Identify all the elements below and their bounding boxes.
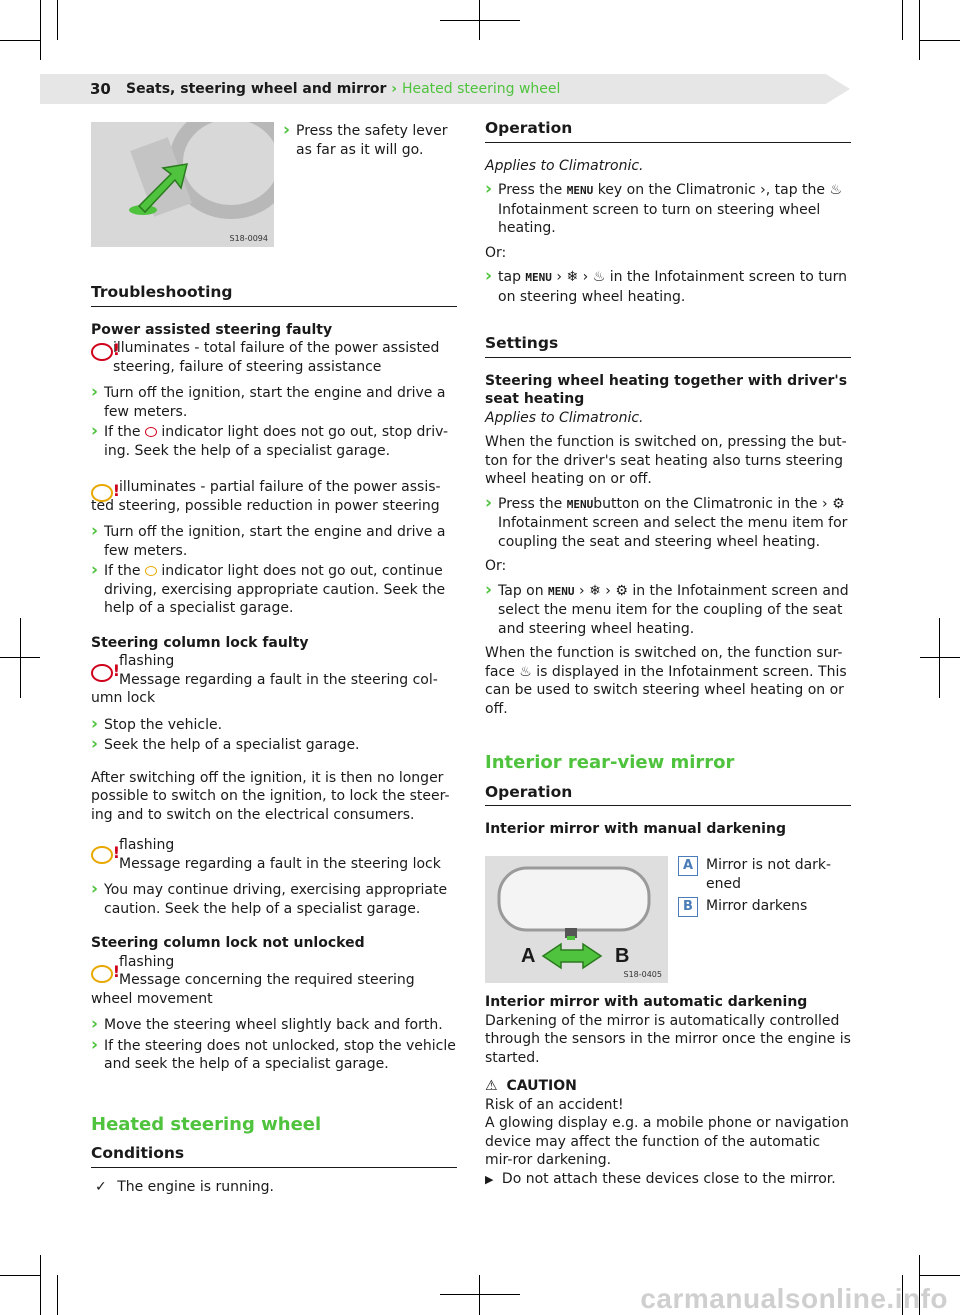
step: › Move the steering wheel slightly back and forth. (91, 1016, 457, 1035)
watermark: carmanualsonline.info (640, 1283, 948, 1314)
section-heading-operation: Operation (485, 119, 851, 143)
legend-text: Mirror darkens (706, 898, 808, 914)
step: › Press the safety lever as far as it will go. (283, 122, 453, 159)
subheading-power-fault: Power assisted steering faulty (91, 321, 333, 338)
heated-wheel-icon: ♨ (592, 269, 606, 285)
section-heading-troubleshooting: Troubleshooting (91, 283, 457, 307)
subheading-auto: Interior mirror with automatic darkening (485, 994, 808, 1010)
step-text: Tap on (498, 582, 544, 599)
crop-mark (479, 0, 480, 40)
chevron-right-icon: › (556, 269, 562, 285)
crop-mark (20, 618, 21, 698)
steering-warning-yellow-icon (91, 965, 113, 983)
paragraph: After switching off the ignition, it is then no longer possible to switch on the ignition, to lock the steer-ing and to switch on the electrical consumers. (91, 769, 450, 823)
triangle-bullet-icon: ▶ (485, 1172, 494, 1186)
figure-code: S18-0405 (623, 970, 662, 979)
step (91, 423, 457, 460)
figure-caption (283, 122, 453, 159)
crop-mark (919, 0, 920, 60)
warning-row (91, 953, 457, 1009)
step-text: key on the Climatronic ›, tap the (597, 182, 826, 198)
warning-text: illuminates - partial failure of the power assis-ted steering, possible reduction in power steering (91, 479, 441, 514)
crop-mark (902, 0, 903, 40)
subheading-unlock: Steering column lock not unlocked (91, 935, 365, 951)
fan-icon: ❄ (589, 582, 601, 599)
step-text: tap (498, 269, 521, 285)
crop-mark (920, 40, 960, 41)
caution-label: CAUTION (506, 1078, 577, 1094)
paragraph-text: When the function is switched on, the function sur-face (485, 645, 843, 680)
condition-row (91, 1178, 457, 1197)
caution-item (485, 1170, 851, 1190)
step: › Turn off the ignition, start the engine and drive a few meters. (91, 384, 457, 421)
paragraph (485, 644, 851, 718)
crop-mark (40, 0, 41, 60)
subheading-coupling: Steering wheel heating together with driver's seat heating (485, 372, 848, 407)
step-text: in the Infotainment screen to turn on steering wheel heating. (498, 269, 847, 305)
warning-text: illuminates - total failure of the power assisted steering, failure of steering assistance (113, 340, 440, 375)
breadcrumb-current[interactable]: Heated steering wheel (401, 81, 561, 97)
chevron-right-icon: › (579, 582, 585, 599)
caution-heading (485, 1077, 851, 1096)
condition-text: The engine is running. (117, 1178, 274, 1195)
crop-mark (57, 0, 58, 40)
step-text: button on the Climatronic in the › (593, 495, 828, 512)
warning-row (91, 652, 457, 708)
step: › Turn off the ignition, start the engine and drive a few meters. (91, 523, 457, 560)
breadcrumb-section: Seats, steering wheel and mirror (126, 81, 387, 97)
warning-triangle-icon: ⚠ (485, 1078, 498, 1094)
page-number: 30 (90, 80, 111, 98)
caution-block (485, 1077, 851, 1189)
steering-warning-yellow-icon (145, 566, 157, 576)
steering-warning-red-icon (91, 343, 113, 361)
step-text: Press the (498, 495, 563, 512)
warning-flash: flashing (119, 653, 175, 669)
legend-item-a (678, 856, 848, 893)
crop-mark (0, 40, 40, 41)
crop-mark (939, 618, 940, 698)
crop-mark (920, 657, 960, 658)
chevron-right-icon: › (582, 269, 589, 285)
paragraph: When the function is switched on, pressing the but-ton for the driver's seat heating also turns steering wheel heating on or off. (485, 434, 847, 487)
figure-mirror (485, 856, 668, 983)
step-text: in the Infotainment screen and select the menu item for the coupling of the seat and steering wheel heating. (498, 582, 849, 637)
label-b-badge: B (678, 897, 698, 917)
check-icon: ✓ (95, 1178, 107, 1195)
subheading-lock-fault: Steering column lock faulty (91, 634, 309, 651)
label-a-badge: A (678, 856, 698, 876)
caution-text: Do not attach these devices close to the mirror. (501, 1170, 836, 1187)
breadcrumb-separator: › (391, 81, 398, 97)
step (91, 562, 457, 618)
svg-text:B: B (615, 945, 630, 967)
step-text: If the (104, 424, 141, 440)
figure-safety-lever (91, 122, 274, 247)
step (485, 495, 851, 552)
breadcrumb (126, 81, 560, 97)
crop-mark (40, 1255, 41, 1315)
menu-key-label: MENU (548, 584, 575, 598)
left-column (91, 283, 457, 1196)
right-column-lower (485, 993, 851, 1189)
warning-text: Message regarding a fault in the steering lock (119, 855, 441, 872)
subheading-manual: Interior mirror with manual darkening (485, 821, 786, 837)
mirror-legend (678, 856, 848, 917)
chevron-right-icon: › (605, 582, 611, 599)
section-heading-settings: Settings (485, 334, 851, 358)
steering-warning-yellow-icon (91, 484, 113, 502)
crop-mark (0, 1275, 40, 1276)
crop-mark (440, 20, 520, 21)
steering-warning-yellow-icon (91, 846, 113, 864)
legend-text: Mirror is not dark-ened (706, 857, 832, 892)
warning-text: Message regarding a fault in the steering col-umn lock (91, 671, 438, 706)
or-label: Or: (485, 558, 507, 574)
right-column (485, 119, 851, 839)
step: › Seek the help of a specialist garage. (91, 736, 457, 755)
paragraph: Darkening of the mirror is automatically controlled through the sensors in the mirror once the engine is started. (485, 1012, 851, 1066)
step-text: If the (104, 563, 141, 579)
caution-text: A glowing display e.g. a mobile phone or navigation device may affect the function of the automatic mir-ror darkening. (485, 1115, 849, 1168)
svg-text:A: A (521, 945, 536, 967)
warning-row (91, 339, 457, 376)
warning-row (91, 836, 457, 873)
fan-icon: ❄ (566, 269, 579, 285)
warning-text: Message concerning the required steering wheel movement (91, 972, 415, 1007)
section-heading-mirror-operation: Operation (485, 783, 851, 807)
step-text: indicator light does not go out, continue driving, exercising appropriate caution. Seek the help of a specialist garage. (104, 563, 446, 616)
step (485, 268, 851, 306)
step: › If the steering does not unlocked, stop the vehicle and seek the help of a specialist garage. (91, 1037, 457, 1074)
paragraph-text: is displayed in the Infotainment screen. This can be used to switch steering wheel heating on or off. (485, 663, 847, 717)
section-heading-conditions: Conditions (91, 1144, 457, 1168)
section-title-mirror: Interior rear-view mirror (485, 752, 735, 773)
or-label: Or: (485, 244, 507, 261)
steering-warning-red-icon (91, 664, 113, 682)
heated-wheel-icon: ♨ (829, 182, 843, 198)
step-text: Infotainment screen to turn on steering wheel heating. (498, 201, 821, 236)
step-text: Press the (498, 182, 563, 198)
crop-mark (479, 1275, 480, 1315)
caution-text: Risk of an accident! (485, 1096, 624, 1113)
seat-wheel-icon: ⚙ (832, 495, 845, 512)
crop-mark (440, 1294, 520, 1295)
crop-mark (920, 1275, 960, 1276)
step: › Stop the vehicle. (91, 716, 457, 735)
warning-flash: flashing (119, 837, 175, 853)
menu-key-label: MENU (566, 184, 594, 197)
step (485, 582, 851, 639)
step (485, 181, 851, 238)
applies-note: Applies to Climatronic. (485, 157, 644, 174)
applies-note: Applies to Climatronic. (485, 409, 644, 426)
step: › You may continue driving, exercising appropriate caution. Seek the help of a specialist garage. (91, 881, 457, 918)
menu-key-label: MENU (566, 497, 594, 511)
steering-column-illustration (91, 122, 274, 247)
heated-wheel-icon: ♨ (519, 663, 532, 680)
legend-item-b (678, 897, 848, 917)
seat-wheel-icon: ⚙ (615, 582, 628, 599)
steering-warning-red-icon (145, 427, 157, 437)
mirror-illustration (485, 856, 668, 983)
figure-code: S18-0094 (229, 234, 268, 243)
warning-flash: flashing (119, 953, 175, 970)
section-title-heated: Heated steering wheel (91, 1113, 322, 1135)
warning-row (91, 478, 457, 515)
step-text: Infotainment screen and select the menu item for coupling the seat and steering wheel heating. (498, 515, 848, 550)
menu-key-label: MENU (525, 271, 552, 284)
step-text: indicator light does not go out, stop driv-ing. Seek the help of a specialist garage. (104, 424, 449, 459)
crop-mark (57, 1275, 58, 1315)
